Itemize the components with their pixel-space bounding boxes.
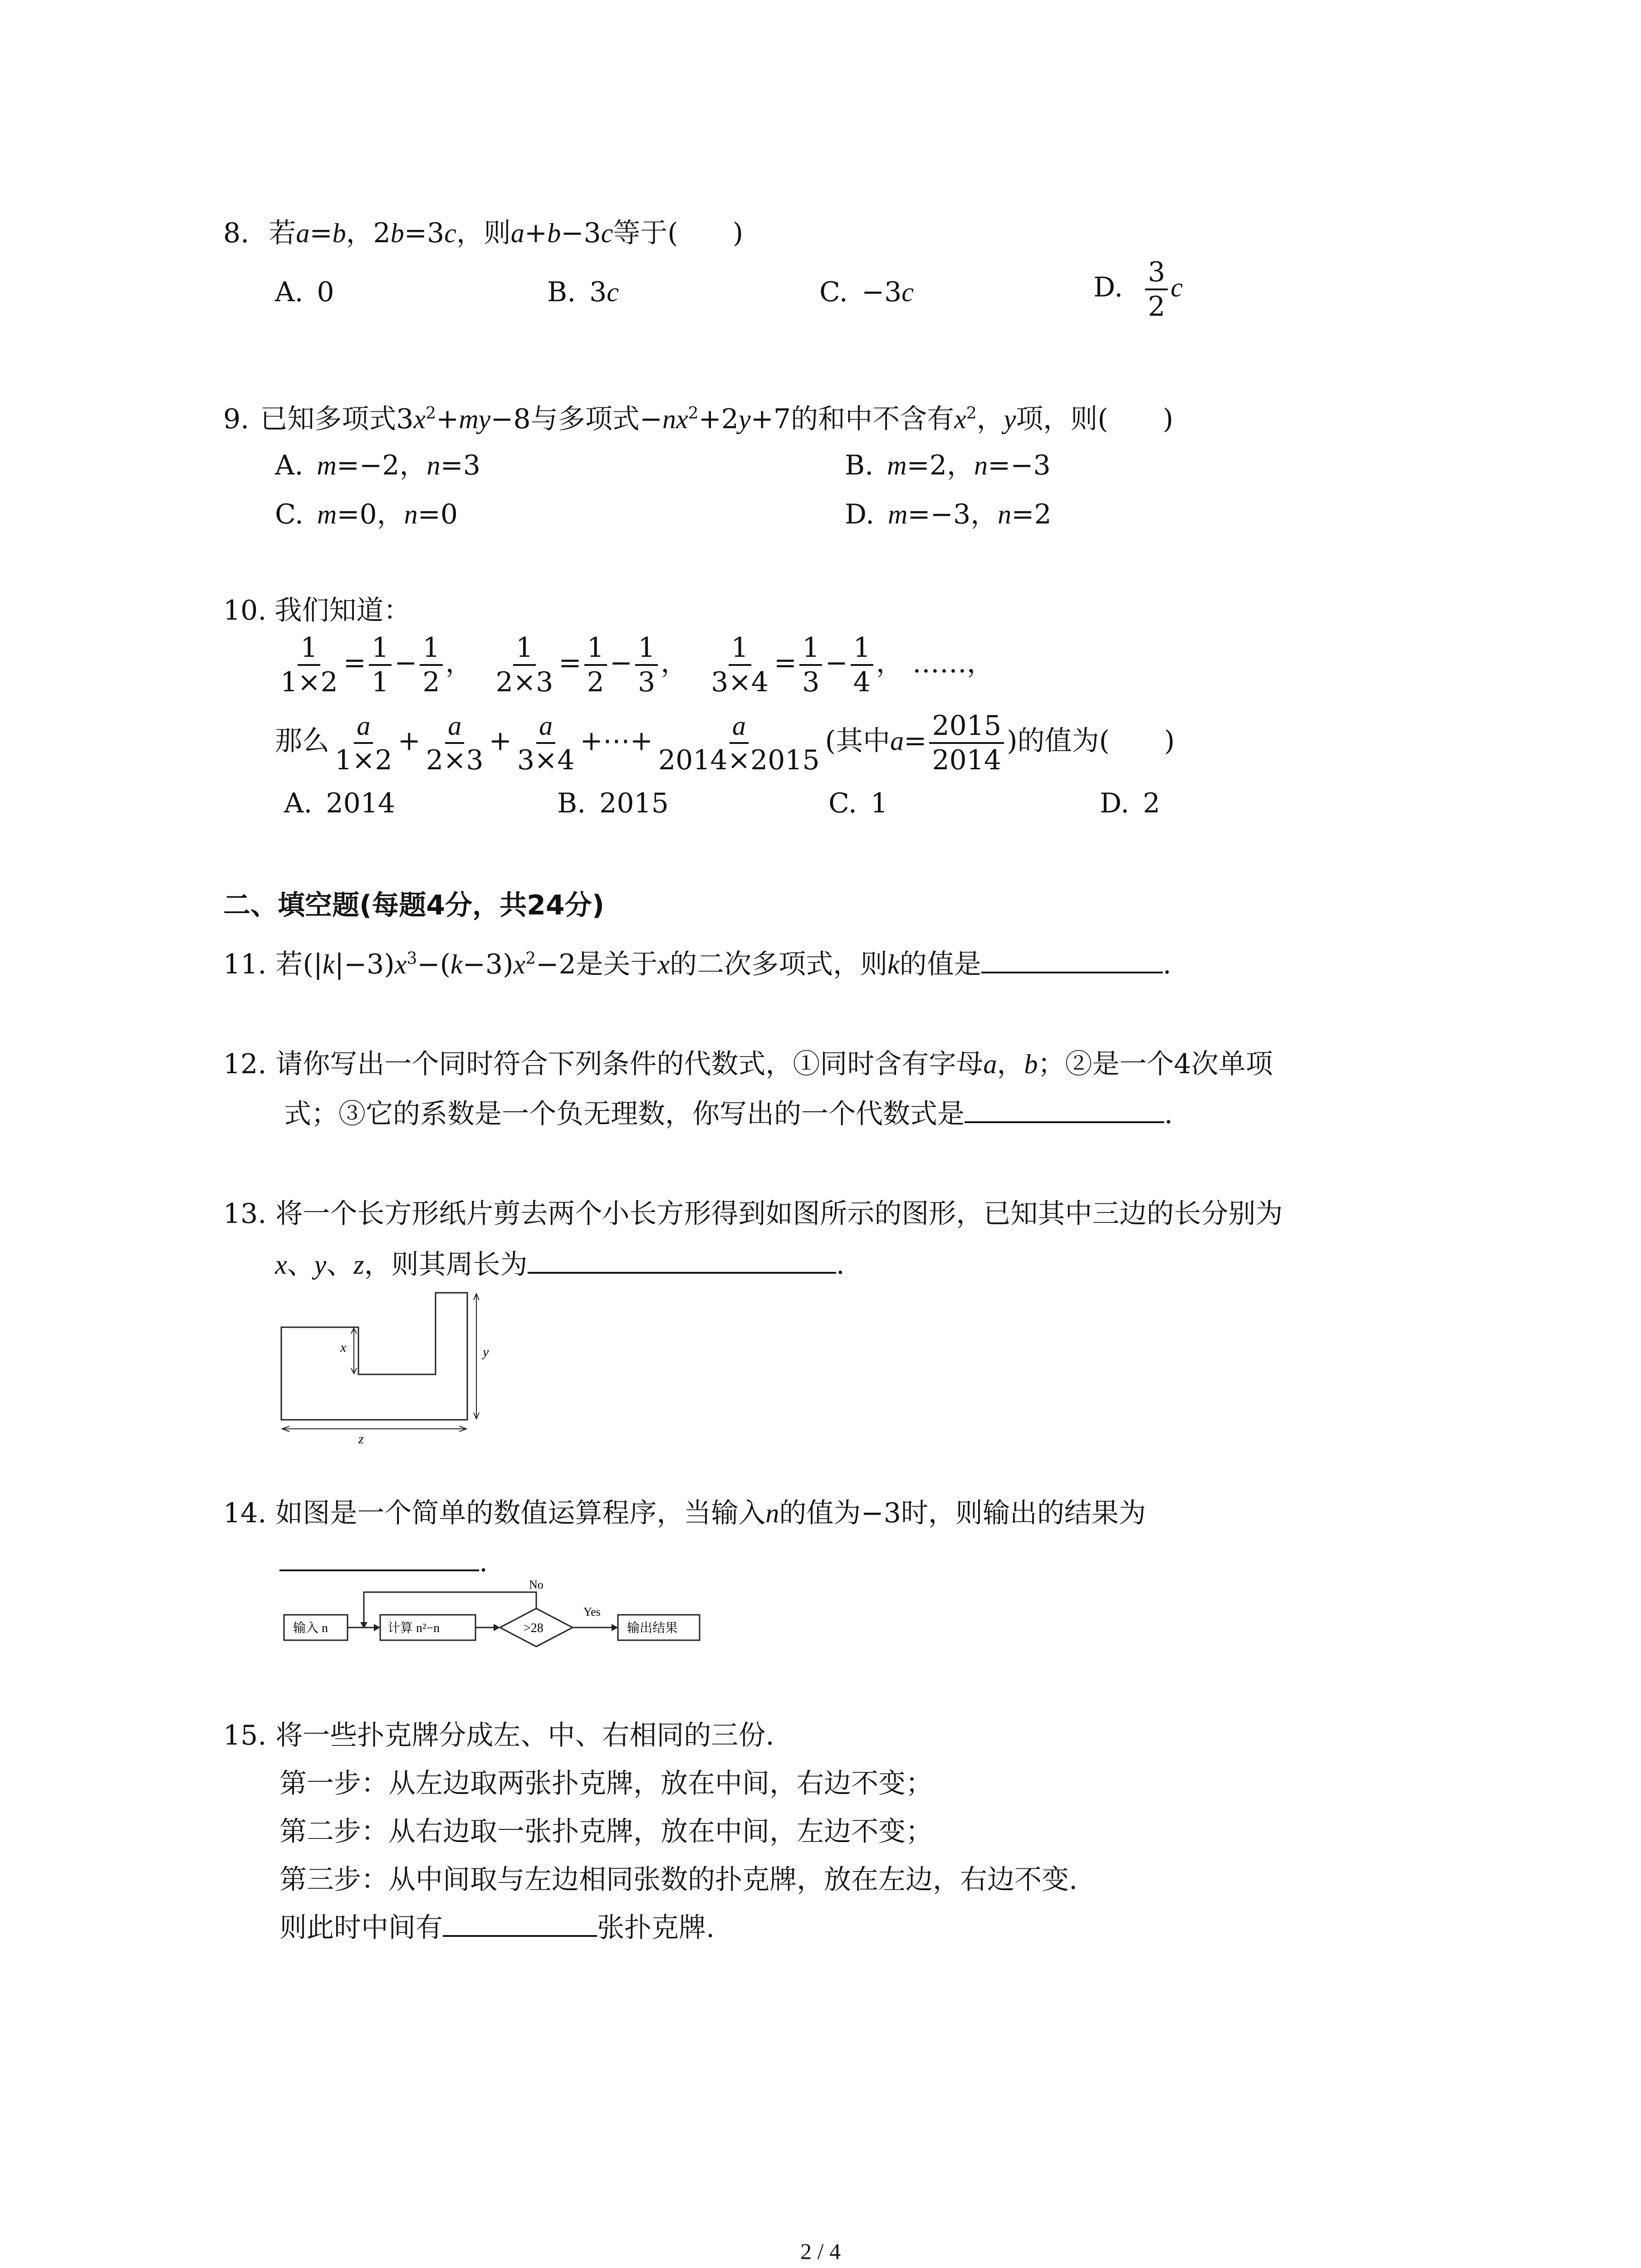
- q13-line1: 13. 将一个长方形纸片剪去两个小长方形得到如图所示的图形，已知其中三边的长分别为: [223, 1198, 1283, 1230]
- q10-option-b: B. 2015: [557, 787, 669, 819]
- answer-blank: [981, 971, 1163, 973]
- flow-input-label: 输入 n: [293, 1621, 328, 1635]
- q8-option-b: B. 3c: [547, 276, 619, 308]
- flow-yes-label: Yes: [583, 1605, 601, 1618]
- q13-line2: x、y、z，则其周长为 .: [275, 1249, 845, 1281]
- q9-stem: 9. 已知多项式$3x^2+my-8$与多项式$-nx^2+2y+7$的和中不含有$x^2$，y项，则( ): [223, 403, 1174, 435]
- flow-output-label: 输出结果: [627, 1621, 678, 1635]
- q15-step2: 第二步：从右边取一张扑克牌，放在中间，左边不变；: [279, 1816, 933, 1848]
- q10-fraction-examples: $\frac{1}{1\times 2}$ = $\frac{1}{1}$ − $\frac{1}{2}$ ， $\frac{1}{2\times 3}$ = $\frac{1}{2}$ − $\frac{1}{3}$ ， $\frac{1}{3\times 4}$ = $\frac{1}{3}$ − $\frac{1}{4}$ ， ……，: [280, 632, 994, 698]
- figure-label-x: x: [340, 1340, 347, 1355]
- q10-option-d: D. 2: [1100, 787, 1161, 819]
- answer-blank: [528, 1271, 836, 1274]
- answer-blank: [443, 1935, 597, 1937]
- flow-no-label: No: [529, 1579, 544, 1591]
- q12-line2: 式；③它的系数是一个负无理数，你写出的一个代数式是 .: [284, 1098, 1173, 1130]
- q15-step3: 第三步：从中间取与左边相同张数的扑克牌，放在左边，右边不变.: [279, 1864, 1078, 1896]
- q14-line1: 14. 如图是一个简单的数值运算程序，当输入n的值为−3时，则输出的结果为: [223, 1497, 1146, 1529]
- q9-option-b: B. m=2，n=−3: [845, 450, 1051, 481]
- figure-label-z: z: [358, 1432, 364, 1447]
- q15-line5: 则此时中间有 张扑克牌.: [279, 1912, 715, 1944]
- q8-option-a: A. 0: [275, 276, 334, 308]
- section-title: 二、填空题(每题4分，共24分): [223, 890, 605, 921]
- q10-sum-expression: 那么 $\frac{a}{1\times 2}$ + $\frac{a}{2\times 3}$ + $\frac{a}{3\times 4}$ +⋯+ $\frac{a}{2014\times 2015}$ (其中a= $\frac{2015}{2014}$ )的值为( ): [275, 710, 1175, 776]
- q9-option-c: C. m=0，n=0: [275, 499, 458, 530]
- q11-stem: 11. 若$(|k|-3)x^3-(k-3)x^2-2$是关于x的二次多项式，则k的值是 .: [223, 948, 1171, 980]
- q14-flowchart: [275, 1579, 729, 1656]
- figure-label-y: y: [483, 1344, 489, 1359]
- q10-stem: 10. 我们知道：: [223, 595, 411, 626]
- q8-option-c: C. −3c: [819, 276, 914, 308]
- flow-condition-label: >28: [524, 1621, 544, 1635]
- q15-line1: 15. 将一些扑克牌分成左、中、右相同的三份.: [223, 1720, 774, 1751]
- q9-option-a: A. m=−2，n=3: [275, 450, 480, 481]
- q13-figure: [272, 1284, 508, 1447]
- q9-option-d: D. m=−3，n=2: [845, 499, 1052, 530]
- answer-blank: [965, 1121, 1164, 1123]
- fraction: $\frac{3}{2}$: [1145, 259, 1168, 320]
- q15-step1: 第一步：从左边取两张扑克牌，放在中间，右边不变；: [279, 1768, 933, 1799]
- q10-option-a: A. 2014: [284, 787, 396, 819]
- q10-option-c: C. 1: [828, 787, 888, 819]
- page-number: 2 / 4: [800, 2239, 841, 2264]
- q12-line1: 12. 请你写出一个同时符合下列条件的代数式，①同时含有字母a，b；②是一个4次单项: [223, 1048, 1273, 1080]
- q8-stem: 8. 若a=b，2b=3c，则a+b−3c等于( ): [223, 217, 744, 249]
- flow-compute-label: 计算 n²−n: [387, 1621, 440, 1635]
- answer-blank: [279, 1569, 479, 1571]
- q14-line2: .: [279, 1546, 488, 1579]
- q8-option-d: D. $\frac{3}{2}$ c: [1093, 256, 1183, 323]
